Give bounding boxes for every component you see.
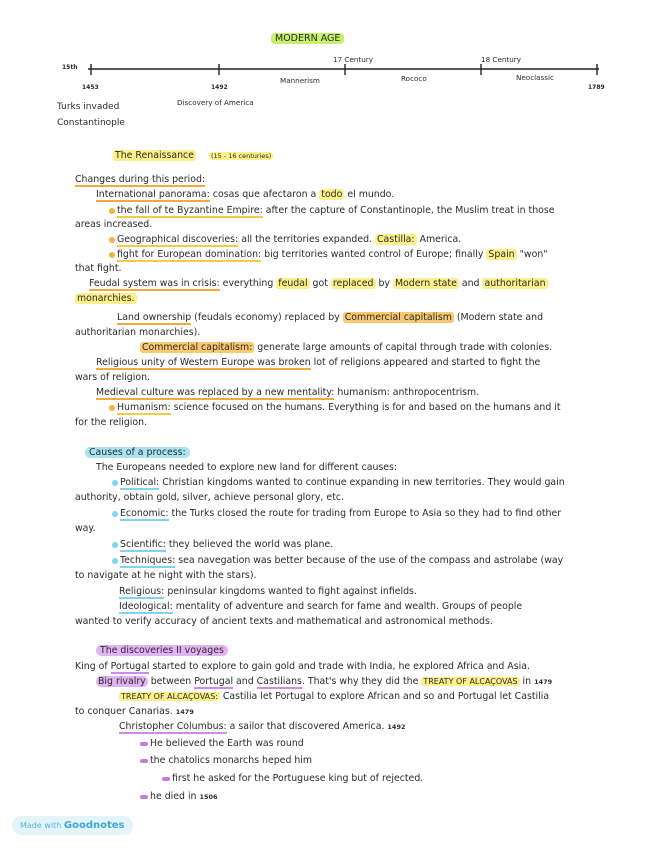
techniques-line — [112, 554, 563, 567]
land-label: Land ownership — [117, 312, 192, 323]
columbus-point-4 — [140, 790, 218, 804]
feudal-and: and — [458, 278, 483, 289]
changes-label: Changes during this period: — [75, 174, 206, 185]
economic-line — [112, 507, 561, 520]
timeline-neoclassic: Neoclassic — [516, 73, 554, 82]
castilians-label: Castilians — [256, 676, 302, 687]
bullet-icon — [112, 558, 118, 564]
fall-line — [109, 204, 555, 217]
feudal-line — [89, 277, 548, 290]
year-1506: 1506 — [199, 793, 218, 801]
geo-line — [109, 233, 461, 246]
medieval-line — [96, 386, 479, 399]
fight-line-2: that fight. — [75, 263, 122, 274]
fall-line-2: areas increased. — [75, 219, 153, 230]
religious-cause-label: Religious: — [119, 586, 165, 597]
fight-end: "won" — [516, 249, 548, 260]
humanism-line-2: for the religion. — [75, 417, 148, 428]
bullet-icon — [112, 511, 118, 517]
scientific-line — [112, 538, 333, 551]
religious-label: Religious unity of Western Europe was broken — [96, 357, 311, 368]
panorama-line — [96, 188, 394, 201]
techniques-label: Techniques: — [120, 555, 176, 566]
bullet-icon — [109, 252, 115, 258]
treaty-line — [119, 690, 549, 703]
dash-icon — [140, 759, 148, 763]
geo-text: all the territories expanded. — [238, 234, 376, 245]
columbus-point-2-text: the chatolics monarchs heped him — [150, 755, 313, 766]
panorama-text: cosas que afectaron a — [209, 189, 320, 200]
goodnotes-badge[interactable] — [12, 816, 133, 835]
ideological-line-2: wanted to verify accuracy of ancient texts and mathematical and astronomical methods. — [75, 616, 493, 627]
renaissance-heading — [113, 149, 273, 163]
geo-end: America. — [416, 234, 462, 245]
discoveries-title: The discoveries II voyages — [96, 645, 228, 656]
rivalry-between: between — [147, 676, 195, 687]
timeline-mannerism: Mannerism — [280, 76, 320, 85]
fall-label: the fall of te Byzantine Empire: — [117, 205, 263, 216]
humanism-text: science focused on the humans. Everything is for and based on the humans and it — [170, 402, 561, 413]
political-line-2: authority, obtain gold, silver, achieve personal glory, etc. — [75, 492, 344, 503]
columbus-point-2 — [140, 754, 312, 767]
columbus-point-4-text: he died in — [150, 791, 200, 802]
columbus-point-1 — [140, 737, 304, 750]
timeline-discovery-note: Discovery of America — [177, 98, 254, 107]
columbus-point-3 — [162, 772, 423, 785]
treaty-label: TREATY OF ALCAÇOVAS: — [121, 692, 218, 701]
land-line — [117, 311, 543, 324]
humanism-line — [109, 401, 561, 414]
dash-icon — [162, 777, 170, 781]
medieval-label: Medieval culture was replaced by a new mentality: — [96, 387, 335, 398]
rivalry-highlight: Big rivalry — [98, 676, 146, 687]
commercial-line — [140, 341, 552, 354]
rivalry-text: . That's why they did the — [301, 676, 422, 687]
todo-highlight: todo — [321, 189, 343, 200]
rivalry-and: and — [233, 676, 257, 687]
modern-state-highlight: Modern state — [394, 278, 457, 289]
bullet-icon — [112, 480, 118, 486]
geo-label: Geographical discoveries: — [117, 234, 239, 245]
timeline-18-century: 18 Century — [481, 55, 522, 64]
monarchies-highlight: monarchies. — [77, 293, 135, 304]
goodnotes-logo-text: Goodnotes — [63, 820, 125, 831]
scientific-label: Scientific: — [120, 539, 166, 550]
timeline-rococo: Rococo — [401, 74, 427, 83]
treaty-text: Castilia let Portugal to explore African and so and Portugal let Castilia — [219, 691, 550, 702]
dash-icon — [140, 795, 148, 799]
turks-line-2: Constantinople — [57, 118, 125, 128]
portugal-line-start: King of — [75, 661, 111, 672]
year-1479-b: 1479 — [175, 708, 194, 716]
year-1492: 1492 — [387, 723, 406, 731]
feudal-by: by — [375, 278, 393, 289]
causes-title: Causes of a process: — [85, 447, 190, 458]
columbus-point-3-text: first he asked for the Portuguese king but of rejected. — [172, 773, 424, 784]
political-label: Political: — [120, 477, 160, 488]
religious-line — [96, 356, 540, 369]
feudal-text: everything — [219, 278, 277, 289]
feudal-mid: got — [309, 278, 331, 289]
humanism-label: Humanism: — [117, 402, 171, 413]
castilla-highlight: Castilla: — [377, 234, 415, 245]
panorama-end: el mundo. — [344, 189, 395, 200]
portugal-line-end: started to explore to gain gold and trade with India, he explored Africa and Asia. — [149, 661, 530, 672]
timeline-start-label: 15th — [62, 64, 78, 71]
causes-heading — [85, 446, 190, 459]
fall-text: after the capture of Constantinople, the Muslim treat in those — [262, 205, 555, 216]
authoritarian-highlight: authoritarian — [484, 278, 546, 289]
turks-line-1: Turks invaded — [57, 102, 120, 112]
bullet-icon — [109, 237, 115, 243]
land-text: (feudals economy) replaced by — [191, 312, 343, 323]
ideological-label: Ideological: — [119, 601, 173, 612]
commercial-text: generate large amounts of capital through trade with colonies. — [254, 342, 553, 353]
columbus-text: a sailor that discovered America. — [226, 721, 388, 732]
religious-text: lot of religions appeared and started to fight the — [310, 357, 541, 368]
feudal-label: Feudal system was in crisis: — [89, 278, 220, 289]
fight-label: fight for European domination: — [117, 249, 262, 260]
political-text: Christian kingdoms wanted to continue expanding in new territories. They would gain — [159, 477, 565, 488]
page-title: MODERN AGE — [271, 33, 344, 44]
timeline-year-1789: 1789 — [588, 84, 605, 91]
economic-label: Economic: — [120, 508, 169, 519]
religious-cause-line — [119, 585, 417, 598]
fight-text: big territories wanted control of Europe; finally — [261, 249, 487, 260]
political-line — [112, 476, 565, 489]
canarias-line — [75, 705, 194, 719]
ideological-text: mentality of adventure and search for fame and wealth. Groups of people — [172, 601, 523, 612]
portugal-line — [75, 660, 530, 673]
renaissance-title: The Renaissance — [115, 150, 194, 161]
made-with-label: Made with — [20, 821, 62, 830]
economic-text: the Turks closed the route for trading from Europe to Asia so they had to find other — [168, 508, 562, 519]
religious-line-2: wars of religion. — [75, 372, 150, 383]
religious-cause-text: peninsular kingdoms wanted to fight against infields. — [164, 586, 417, 597]
bullet-icon — [109, 208, 115, 214]
techniques-line-2: to navigate at he night with the stars). — [75, 570, 257, 581]
treaty-highlight: TREATY OF ALCAÇOVAS — [423, 677, 518, 686]
causes-intro: The Europeans needed to explore new land for different causes: — [96, 462, 398, 473]
rivalry-in: in — [519, 676, 535, 687]
timeline-year-1453: 1453 — [82, 84, 99, 91]
columbus-label: Christopher Columbus: — [119, 721, 227, 732]
panorama-label: International panorama: — [96, 189, 210, 200]
timeline-year-1492: 1492 — [211, 84, 228, 91]
fight-line — [109, 248, 548, 261]
land-end: (Modern state and — [453, 312, 544, 323]
changes-heading — [75, 173, 205, 186]
monarchies-line — [75, 292, 137, 305]
discoveries-heading — [96, 644, 228, 657]
columbus-point-1-text: He believed the Earth was round — [150, 738, 304, 749]
portugal-label-2: Portugal — [194, 676, 234, 687]
rivalry-line — [96, 675, 552, 689]
economic-line-2: way. — [75, 523, 96, 534]
bullet-icon — [109, 405, 115, 411]
ideological-line — [119, 600, 522, 613]
bullet-icon — [112, 542, 118, 548]
columbus-line — [119, 720, 406, 734]
land-line-2: authoritarian monarchies). — [75, 327, 201, 338]
canarias-text: to conquer Canarias. — [75, 706, 176, 717]
feudal-highlight: feudal — [278, 278, 308, 289]
techniques-text: sea navegation was better because of the use of the compass and astrolabe (way — [175, 555, 564, 566]
dash-icon — [140, 742, 148, 746]
spain-highlight: Spain — [488, 249, 515, 260]
scientific-text: they believed the world was plane. — [165, 539, 334, 550]
replaced-highlight: replaced — [332, 278, 374, 289]
commercial-label: Commercial capitalism: — [142, 342, 253, 353]
portugal-label: Portugal — [110, 661, 150, 672]
year-1479: 1479 — [534, 678, 553, 686]
timeline-17-century: 17 Century — [333, 55, 374, 64]
commercial-highlight: Commercial capitalism — [344, 312, 452, 323]
timeline-turks-note — [57, 99, 125, 131]
renaissance-centuries: (15 - 16 centuries) — [210, 152, 272, 160]
medieval-text: humanism: anthropocentrism. — [334, 387, 480, 398]
